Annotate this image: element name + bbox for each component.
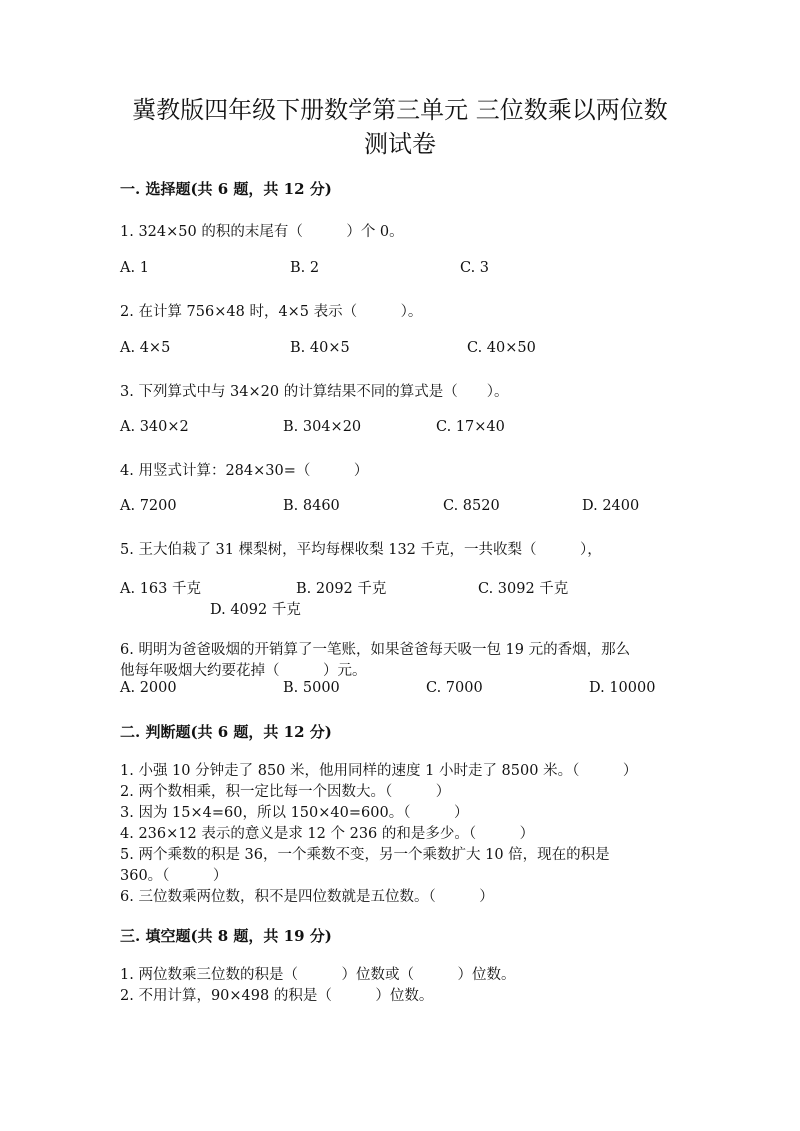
option-b: B. 304×20 (283, 419, 362, 435)
option-c: C. 8520 (443, 498, 500, 514)
judgement-item-3: 3. 因为 15×4=60，所以 150×40=600。（ ） (120, 805, 469, 821)
option-a: A. 340×2 (120, 419, 189, 435)
choice-question-1: 1. 324×50 的积的末尾有（ ）个 0。 (120, 224, 404, 240)
option-a: A. 2000 (120, 680, 177, 696)
judgement-item-6: 6. 三位数乘两位数，积不是四位数就是五位数。（ ） (120, 889, 494, 905)
choice-question-6-line1: 6. 明明为爸爸吸烟的开销算了一笔账，如果爸爸每天吸一包 19 元的香烟，那么 (120, 642, 631, 658)
judgement-item-1: 1. 小强 10 分钟走了 850 米，他用同样的速度 1 小时走了 8500 米。（ ） (120, 763, 638, 779)
document-title-line1: 冀教版四年级下册数学第三单元 三位数乘以两位数 (132, 96, 668, 124)
section-heading-fill-blank: 三. 填空题(共 8 题，共 19 分) (120, 927, 332, 945)
choice-question-3: 3. 下列算式中与 34×20 的计算结果不同的算式是（ ）。 (120, 384, 509, 400)
fill-blank-item-1: 1. 两位数乘三位数的积是（ ）位数或（ ）位数。 (120, 967, 516, 983)
option-b: B. 5000 (283, 680, 340, 696)
document-title-line2: 测试卷 (364, 130, 436, 158)
section-heading-judgement: 二. 判断题(共 6 题，共 12 分) (120, 723, 332, 741)
option-b: B. 40×5 (290, 340, 350, 356)
option-c: C. 17×40 (436, 419, 505, 435)
fill-blank-item-2: 2. 不用计算，90×498 的积是（ ）位数。 (120, 988, 434, 1004)
judgement-item-5-line2: 360。（ ） (120, 868, 228, 884)
option-d: D. 10000 (589, 680, 656, 696)
section-heading-choice: 一. 选择题(共 6 题，共 12 分) (120, 180, 332, 198)
option-c: C. 3092 千克 (478, 581, 569, 597)
judgement-item-5-line1: 5. 两个乘数的积是 36，一个乘数不变，另一个乘数扩大 10 倍，现在的积是 (120, 847, 610, 863)
option-d: D. 2400 (582, 498, 640, 514)
option-d: D. 4092 千克 (210, 602, 301, 618)
option-c: C. 7000 (426, 680, 483, 696)
option-b: B. 2 (290, 260, 320, 276)
option-a: A. 4×5 (120, 340, 171, 356)
option-b: B. 8460 (283, 498, 340, 514)
option-c: C. 40×50 (467, 340, 536, 356)
judgement-item-2: 2. 两个数相乘，积一定比每一个因数大。（ ） (120, 784, 451, 800)
choice-question-2: 2. 在计算 756×48 时，4×5 表示（ ）。 (120, 304, 423, 320)
option-a: A. 1 (120, 260, 149, 276)
choice-question-4: 4. 用竖式计算：284×30=（ ） (120, 463, 369, 479)
choice-question-6-line2: 他每年吸烟大约要花掉（ ）元。 (120, 663, 367, 679)
option-b: B. 2092 千克 (296, 581, 387, 597)
judgement-item-4: 4. 236×12 表示的意义是求 12 个 236 的和是多少。（ ） (120, 826, 535, 842)
option-a: A. 7200 (120, 498, 177, 514)
option-a: A. 163 千克 (120, 581, 201, 597)
option-c: C. 3 (460, 260, 490, 276)
choice-question-5: 5. 王大伯栽了 31 棵梨树，平均每棵收梨 132 千克，一共收梨（ ）， (120, 542, 602, 558)
